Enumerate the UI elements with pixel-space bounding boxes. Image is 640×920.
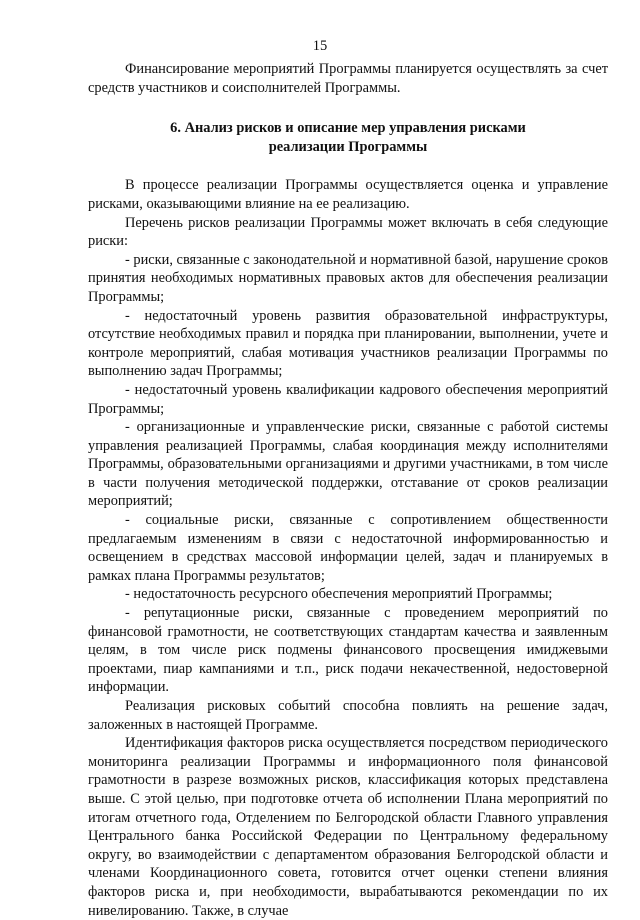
- list-item-organizational-risks: - организационные и управленческие риски, связанные с работой системы управления реализацией Программы, слабая координация между исполнителями Программы, образовательными организациями и другими участниками, в том числе в части получения методической поддержки, отставание от сроков реализации мероприятий;: [88, 419, 608, 510]
- document-body: [88, 60, 608, 920]
- section-heading-line-2: реализации Программы: [268, 138, 428, 155]
- paragraph-risk-assessment: В процессе реализации Программы осуществляется оценка и управление рисками, оказывающими влияние на ее реализацию.: [88, 177, 608, 212]
- intro-paragraph: Финансирование мероприятий Программы планируется осуществлять за счет средств участников и соисполнителей Программы.: [88, 61, 608, 96]
- list-item-resource-risks: - недостаточность ресурсного обеспечения мероприятий Программы;: [125, 586, 553, 603]
- section-heading-line-1: 6. Анализ рисков и описание мер управления рисками: [170, 120, 526, 137]
- list-item-infrastructure-risks: - недостаточный уровень развития образовательной инфраструктуры, отсутствие необходимых правил и порядка при планировании, выполнении, учете и контроле мероприятий, слабая мотивация участников реализации Программы по выполнению задач Программы;: [88, 307, 608, 380]
- list-item-reputation-risks: - репутационные риски, связанные с проведением мероприятий по финансовой грамотности, не соответствующих стандартам качества и заявленным целям, в том числе риск подмены финансового просвещения имиджевыми проектами, пиар кампаниями и т.п., риск подачи некачественной, недостоверной информации.: [88, 605, 608, 696]
- paragraph-risk-events: Реализация рисковых событий способна повлиять на решение задач, заложенных в настоящей Программе.: [88, 698, 608, 733]
- list-item-legal-risks: - риски, связанные с законодательной и нормативной базой, нарушение сроков принятия необходимых нормативных правовых актов для обеспечения реализации Программы;: [88, 251, 608, 305]
- paragraph-risk-list-intro: Перечень рисков реализации Программы может включать в себя следующие риски:: [88, 214, 608, 250]
- page-number: 15: [312, 38, 328, 54]
- paragraph-risk-identification: Идентификация факторов риска осуществляется посредством периодического мониторинга реализации Программы и информационного поля финансовой грамотности в разрезе возможных рисков, классификация которых представлена выше. С этой целью, при подготовке отчета об исполнении Плана мероприятий по итогам отчетного года, Отделением по Белгородской области Главного управления Центрального банка Российской Федерации по Центральному федеральному округу, во взаимодействии с департаментом образования Белгородской области и членами Координационного совета, готовится отчет оценки степени влияния факторов риска и, при необходимости, вырабатываются рекомендации по их нивелированию. Также, в случае: [88, 735, 608, 919]
- list-item-social-risks: - социальные риски, связанные с сопротивлением общественности предлагаемым изменениям в связи с недостаточной информированностью и освещением в средствах массовой информации целей, задач и планируемых в рамках плана Программы результатов;: [88, 512, 608, 584]
- list-item-qualification-risks: - недостаточный уровень квалификации кадрового обеспечения мероприятий Программы;: [88, 381, 608, 417]
- section-heading: [88, 119, 608, 156]
